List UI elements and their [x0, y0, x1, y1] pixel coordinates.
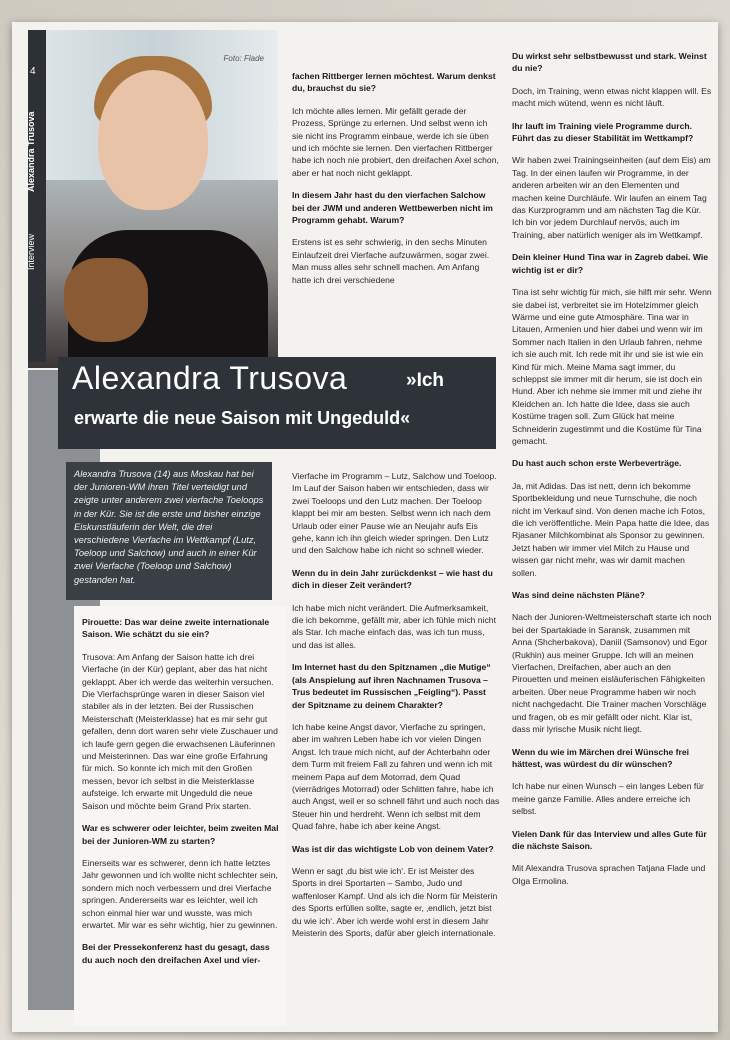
magazine-page — [12, 22, 718, 1032]
interview-question: Was ist dir das wichtigste Lob von deinem Vater? — [292, 843, 494, 854]
interview-question: fachen Rittberger lernen möchtest. Warum denkst du, brauchst du sie? — [292, 71, 496, 94]
interview-answer: Nach der Junioren-Weltmeisterschaft starte ich noch bei der Spartakiade in Saransk, zusammen mit Anna (Shcherbakova), Daniil (Samsonov) und Egor (Rukhin) aus meiner Gruppe. Ich will an meinen Vierfachen, Dreifachen, aber auch an den Pirouetten und meinen eisläuferischen Fähigkeiten arbeiten. Über neue Programme haben wir noch nicht nachgedacht. Die Trainer machen Vorschläge und fragen, ob es mir gefällt oder nicht. Klar ist, dass mir lyrische Musik nicht liegt. — [512, 612, 712, 735]
article-column-2-bottom — [292, 470, 500, 949]
interview-question: Du wirkst sehr selbstbewusst und stark. Weinst du nie? — [512, 51, 707, 74]
interview-question: Wenn du in dein Jahr zurückdenkst – wie hast du dich in dieser Zeit verändert? — [292, 567, 493, 591]
headline-name: Alexandra Trusova — [72, 360, 348, 396]
photo-dog — [64, 258, 148, 342]
interview-answer: Ich habe keine Angst davor, Vierfache zu springen, aber im wahren Leben habe ich vor vielen Dingen Angst. Ich traue mich nicht, auf der Achterbahn oder dem Turm mit freiem Fall zu fahren und wenn ich mit meinem Papa auf dem Motorrad, dem Quad (vierrädriges Motorrad) oder Schlitten fahre, habe ich auch Angst, weil er so schnell fährt und auch noch das Steuer hin und herdreht. Wenn ich selbst mit dem Quad fahre, habe ich aber keine Angst. — [292, 721, 500, 832]
headline-quote-1: »Ich — [406, 370, 445, 391]
sidebar-strip — [28, 30, 46, 362]
interview-question: War es schwerer oder leichter, beim zweiten Mal bei der Junioren-WM zu starten? — [82, 823, 279, 846]
interview-answer: Ich habe nur einen Wunsch – ein langes Leben für meine ganze Familie. Alles andere erreiche ich selbst. — [512, 781, 704, 817]
interview-question: Dein kleiner Hund Tina war in Zagreb dabei. Wie wichtig ist er dir? — [512, 252, 709, 275]
interview-question: Vielen Dank für das Interview und alles Gute für die nächste Saison. — [512, 828, 707, 851]
intro-box: Alexandra Trusova (14) aus Moskau hat bei der Junioren-WM ihren Titel verteidigt und zeigte unter anderem zwei vierfache Toeloops in der Kür. Sie ist die erste und bisher einzige Eiskunstläuferin der Welt, die drei verschiedene Vierfache im Wettkampf (Lutz, Toeloop und Salchow) und auch in einer Kür zwei Vierfache (Toeloop und Salchow) gestanden hat. — [66, 462, 272, 600]
interview-answer: Einerseits war es schwerer, denn ich hatte letztes Jahr gewonnen und ich wollte nicht schlechter sein, sondern mich noch verbessern und drei Vierfache springen. Andererseits war es leichter, weil ich schon einmal hier war und wusste, was mich erwartet. Mir war es sehr wichtig, hier zu gewinnen. — [82, 857, 278, 930]
interview-answer: Vierfache im Programm – Lutz, Salchow und Toeloop. Im Lauf der Saison haben wir entschieden, dass wir zwei Toeloops und den Lutz machen. Der Toeloop klappt bei mir am besten. Selbst wenn ich nach dem Urlaub oder einer Pause wie an Neujahr aufs Eis gehe, kann ich ihn gleich wieder springen. Den Lutz und den Salchow habe ich nicht so schnell wieder. — [292, 471, 497, 556]
interview-question: Im Internet hast du den Spitznamen „die Mutige“ (als Anspielung auf ihren Nachnamen Trusova – Trus bedeutet im Russischen „Feigling“). Passt der Spitzname zu deinem Charakter? — [292, 662, 491, 710]
article-column-2-top — [292, 70, 500, 296]
interview-answer: Ich habe mich nicht verändert. Die Aufmerksamkeit, die ich bekomme, gefällt mir, aber ich fühle mich nicht als Star. Ich mache einfach das, was ich tun muss, und das ist alles. — [292, 602, 496, 650]
interview-answer: Wir haben zwei Trainingseinheiten (auf dem Eis) am Tag. In der einen laufen wir Programme, in der anderen arbeiten wir an den Elementen und machen keine Durchläufe. Wir laufen an einem Tag das Kurzprogramm und am nächsten Tag die Kür. Ich bin vor jedem Durchlauf nervös, auch im Training, aber natürlich weniger als im Wettkampf. — [512, 155, 711, 240]
interview-answer: Trusova: Am Anfang der Saison hatte ich drei Vierfache (in der Kür) geplant, aber das hat nicht geklappt. Aber ich werde das weiterhin versuchen. Die Vierfachsprünge waren in dieser Saison viel stabiler als in der letzten. Bei der Russischen Meisterschaft (Meisterklasse) hat es mir sehr gut gefallen, denn dort waren sehr viele Zuschauer und ich laufe gern gegen die erwachsenen Läuferinnen und Meisterinnen. Das war eine große Erfahrung für mich. So konnte ich mich mit den Großen messen, bevor ich selbst in die Meisterklasse aufsteige. Ich erwarte mit Ungeduld die neue Saison und möchte beim Grand Prix starten. — [82, 651, 278, 811]
sidebar-tag: Interview — [26, 233, 36, 270]
interview-answer: Wenn er sagt ‚du bist wie ich‘. Er ist Meister des Sports in drei Sportarten – Sambo, Judo und waffenloser Kampf. Und als ich die Norm für Meisterin des Sports erfüllen sollte, sagte er, ‚endlich, jetzt bist du wie ich‘. Aber ich werde wohl erst in diesem Jahr Meisterin des Sports, dafür aber gleich internationale. — [292, 865, 498, 938]
interview-question: Du hast auch schon erste Werbeverträge. — [512, 458, 682, 469]
article-column-3 — [512, 50, 712, 897]
interview-question: Was sind deine nächsten Pläne? — [512, 590, 645, 601]
interview-question: In diesem Jahr hast du den vierfachen Salchow bei der JWM und anderen Wettbewerben nicht im Programm gehabt. Warum? — [292, 190, 493, 226]
sidebar-name: Alexandra Trusova — [26, 111, 36, 192]
interview-answer: Tina ist sehr wichtig für mich, sie hilft mir sehr. Wenn sie dabei ist, verbreitet sie im Hotelzimmer gleich Wärme und eine gute Atmosphäre. Tina war in Litauen, Armenien und hier dabei und wenn wir im Sommer nach Italien in den Urlaub fahren, nehme ich sie auch mit. Ich rede mit ihr und sie ist wie ein Kind für mich. Meine Mama sagt immer, du schleppst sie immer mit dir herum, sie ist doch ein Hund. Aber ich nehme sie immer mit und ziehe ihr Kleidchen an. Ich hatte die Idee, dass sie auch Kostüme tragen soll. Zum Glück hat meine Schneiderin zugestimmt und die Kostüme für Tina gemacht. — [512, 287, 712, 446]
interview-question: Bei der Pressekonferenz hast du gesagt, dass du auch noch den dreifachen Axel und vier- — [82, 942, 270, 965]
interview-answer: Mit Alexandra Trusova sprachen Tatjana Flade und Olga Ermolina. — [512, 863, 706, 886]
interview-question: Wenn du wie im Märchen drei Wünsche frei hättest, was würdest du dir wünschen? — [512, 746, 689, 769]
interview-answer: Erstens ist es sehr schwierig, in den sechs Minuten Einlaufzeit drei Vierfache aufzuwärmen, sogar zwei. Man muss alles sehr schnell machen. Am Anfang hatte ich drei verschiedene — [292, 237, 490, 285]
article-column-1 — [82, 616, 280, 976]
page-number: 4 — [30, 66, 36, 77]
interview-question: Ihr lauft im Training viele Programme durch. Führt das zu dieser Stabilität im Wettkampf? — [512, 120, 694, 144]
interview-question: Pirouette: Das war deine zweite internationale Saison. Wie schätzt du sie ein? — [82, 617, 270, 640]
cover-photo — [28, 30, 278, 368]
photo-credit: Foto: Flade — [223, 54, 264, 63]
interview-answer: Doch, im Training, wenn etwas nicht klappen will. Es macht mich wütend, wenn es nicht läuft. — [512, 85, 712, 109]
interview-answer: Ja, mit Adidas. Das ist nett, denn ich bekomme Sportbekleidung und neue Turnschuhe, die noch nicht im Verkauf sind. Von denen mache ich Fotos, die ich veröffentliche. Mein Papa hatte die Idee, das Rjasaner Milchkombinat als Sponsor zu gewinnen. Jetzt haben wir immer viel Milch zu Hause und wissen gar nicht mehr, was wir damit machen sollen. — [512, 480, 710, 578]
interview-answer: Ich möchte alles lernen. Mir gefällt gerade der Prozess, Sprünge zu erlernen. Und selbst wenn ich sie nicht ins Programm einbaue, werde ich sie üben und ich möchte sie lernen. Den vierfachen Rittberger habe ich noch nie probiert, den dreifachen Axel schon, aber er hat noch nicht geklappt. — [292, 105, 499, 178]
headline-quote-2: erwarte die neue Saison mit Ungeduld« — [74, 408, 411, 428]
photo-face — [98, 70, 208, 210]
